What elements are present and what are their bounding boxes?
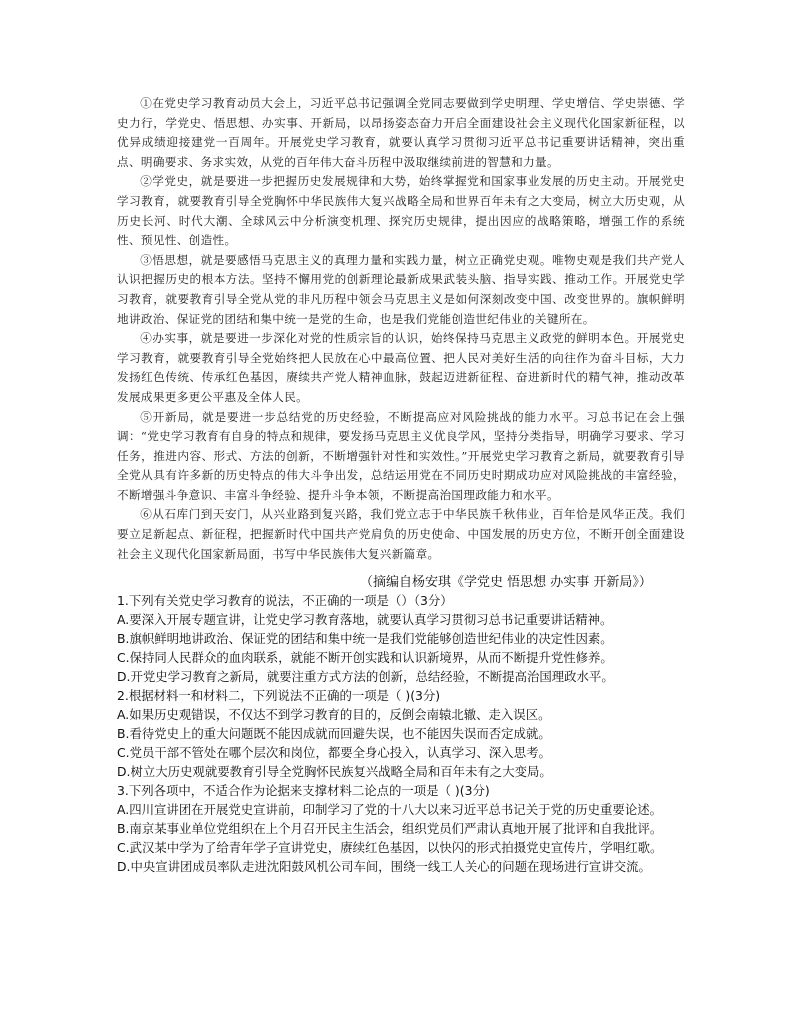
option-c: C.保持同人民群众的血肉联系，就能不断开创实践和认识新境界，从而不断提升党性修养。 [117, 650, 613, 665]
option-c: C.党员干部不管处在哪个层次和岗位，都要全身心投入，认真学习、深入思考。 [117, 745, 551, 760]
passage-paragraph-6: ⑥从石库门到天安门，从兴业路到复兴路，我们党立志于中华民族千秋伟业，百年恰是风华正茂。我们要立足新起点、新征程，把握新时代中国共产党肩负的历史使命、中国发展的历史方位，不断开创全面建设社会主义现代化国家新局面，书写中华民族伟大复兴新篇章。 [117, 507, 685, 561]
question-1 [117, 591, 685, 686]
option-a: A.如果历史观错误，不仅达不到学习教育的目的，反倒会南辕北辙、走入误区。 [117, 707, 551, 722]
passage-paragraph-5: ⑤开新局，就是要进一步总结党的历史经验，不断提高应对风险挑战的能力水平。习总书记在会上强调：“党史学习教育有自身的特点和规律，要发扬马克思主义优良学风，坚持分类指导，明确学习要求、学习任务，推进内容、形式、方法的创新，不断增强针对性和实效性。”开展党史学习教育之新局，就要教育引导全党从具有许多新的历史特点的伟大斗争出发，总结运用党在不同历史时期成功应对风险挑战的丰富经验，不断增强斗争意识、丰富斗争经验、提升斗争本领，不断提高治国理政能力和水平。 [117, 409, 685, 502]
question-2 [117, 686, 685, 781]
question-list [117, 591, 685, 876]
option-d: D.中央宣讲团成员率队走进沈阳鼓风机公司车间，围绕一线工人关心的问题在现场进行宣讲交流。 [117, 859, 651, 874]
question-stem: 1.下列有关党史学习教育的说法，不正确的一项是（）（3分） [117, 593, 453, 608]
option-d: D.开党史学习教育之新局，就要注重方式方法的创新，总结经验，不断提高治国理政水平。 [117, 669, 614, 684]
passage-source: （摘编自杨安琪《学党史 悟思想 办实事 开新局》） [360, 575, 652, 590]
passage-paragraph-4: ④办实事，就是要进一步深化对党的性质宗旨的认识，始终保持马克思主义政党的鲜明本色。开展党史学习教育，就要教育引导全党始终把人民放在心中最高位置、把人民对美好生活的向往作为奋斗目标，大力发扬红色传统、传承红色基因，赓续共产党人精神血脉，鼓起迈进新征程、奋进新时代的精气神，推动改革发展成果更多更公平惠及全体人民。 [117, 331, 685, 404]
question-3 [117, 781, 685, 876]
option-c: C.武汉某中学为了给青年学子宣讲党史，赓续红色基因，以快闪的形式拍摄党史宣传片，学唱红歌。 [117, 840, 663, 855]
passage-paragraph-1: ①在党史学习教育动员大会上，习近平总书记强调全党同志要做到学史明理、学史增信、学史崇德、学史力行，学党史、悟思想、办实事、开新局，以昂扬姿态奋力开启全面建设社会主义现代化国家新征程，以优异成绩迎接建党一百周年。开展党史学习教育，就要认真学习贯彻习近平总书记重要讲话精神，突出重点、明确要求、务求实效，从党的百年伟大奋斗历程中汲取继续前进的智慧和力量。 [117, 96, 685, 169]
option-b: B.看待党史上的重大问题既不能因成就而回避失误，也不能因失误而否定成就。 [117, 726, 551, 741]
question-stem: 3.下列各项中，不适合作为论据来支撑材料二论点的一项是（ )(3分) [117, 783, 490, 798]
option-b: B.旗帜鲜明地讲政治、保证党的团结和集中统一是我们党能够创造世纪伟业的决定性因素。 [117, 631, 613, 646]
option-a: A.四川宣讲团在开展党史宣讲前，印制学习了党的十八大以来习近平总书记关于党的历史重要论述。 [117, 802, 662, 817]
option-b: B.南京某事业单位党组织在上个月召开民主生活会，组织党员们严肃认真地开展了批评和自我批评。 [117, 821, 663, 836]
option-d: D.树立大历史观就要教育引导全党胸怀民族复兴战略全局和百年未有之大变局。 [117, 764, 552, 779]
passage-paragraph-2: ②学党史，就是要进一步把握历史发展规律和大势，始终掌握党和国家事业发展的历史主动。开展党史学习教育，就要教育引导全党胸怀中华民族伟大复兴战略全局和世界百年未有之大变局，树立大历史观，从历史长河、时代大潮、全球风云中分析演变机理、探究历史规律，提出因应的战略策略，增强工作的系统性、预见性、创造性。 [117, 174, 685, 248]
question-stem: 2.根据材料一和材料二，下列说法不正确的一项是（ )(3分) [117, 688, 441, 703]
reading-passage [117, 94, 685, 564]
passage-paragraph-3: ③悟思想，就是要感悟马克思主义的真理力量和实践力量，树立正确党史观。唯物史观是我们共产党人认识把握历史的根本方法。坚持不懈用党的创新理论最新成果武装头脑、指导实践、推动工作。开展党史学习教育，就要教育引导全党从党的非凡历程中领会马克思主义是如何深刻改变中国、改变世界的。旗帜鲜明地讲政治、保证党的团结和集中统一是党的生命，也是我们党能创造世纪伟业的关键所在。 [117, 252, 685, 326]
option-a: A.要深入开展专题宣讲，让党史学习教育落地，就要认真学习贯彻习总书记重要讲话精神。 [117, 612, 613, 627]
